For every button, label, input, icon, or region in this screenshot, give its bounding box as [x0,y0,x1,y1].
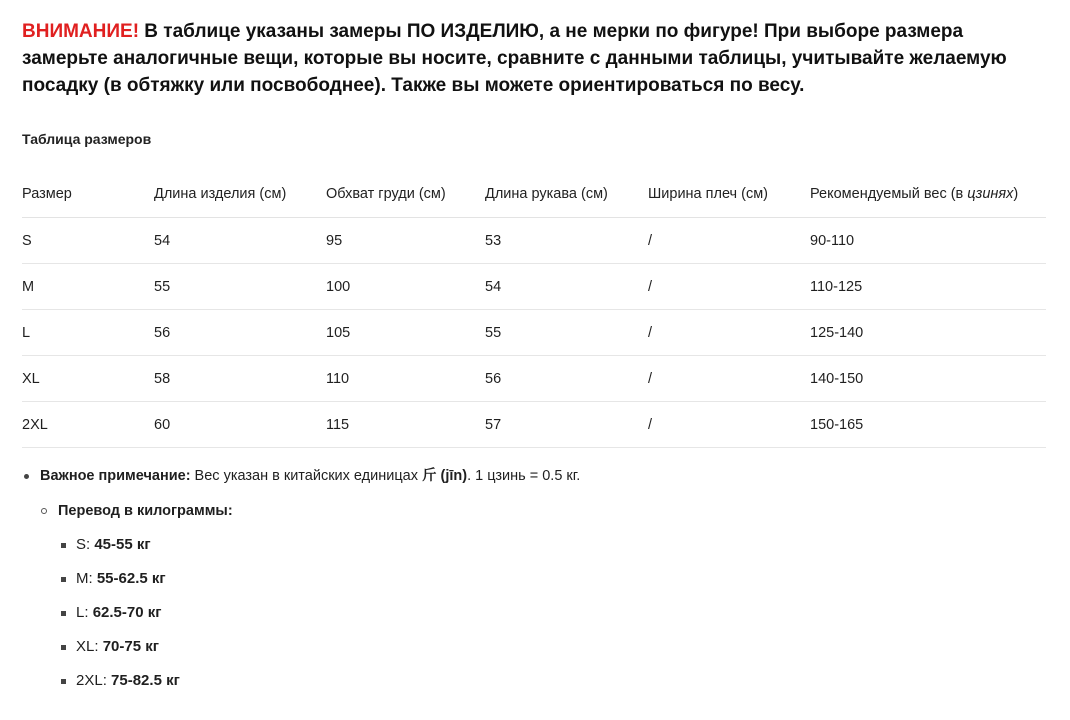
cell-shoulders: / [648,264,810,310]
cell-weight: 110-125 [810,264,1046,310]
cell-sleeve: 55 [485,310,648,356]
size-table [22,171,1046,448]
header-length: Длина изделия (см) [154,171,326,218]
important-text: Вес указан в китайских единицах [190,468,422,484]
conversion-value: 55-62.5 кг [96,570,166,587]
cell-length: 56 [154,310,326,356]
jin-label: 斤 (jīn) [422,468,468,484]
cell-chest: 95 [326,218,485,264]
conversion-size: 2XL: [76,672,112,689]
cell-weight: 125-140 [810,310,1046,356]
list-item [22,635,1052,669]
conversion-value: 75-82.5 кг [111,672,180,689]
cell-size: 2XL [22,402,154,448]
table-row [22,402,1046,448]
conversion-size: XL: [76,638,103,655]
square-bullet-icon [61,577,66,582]
cell-chest: 100 [326,264,485,310]
cell-length: 60 [154,402,326,448]
table-caption: Таблица размеров [22,131,152,147]
table-header-row [22,171,1046,218]
header-weight-label: Рекомендуемый вес (в [810,186,968,202]
header-weight-unit: цзинях [967,186,1014,202]
important-note [22,462,1052,490]
cell-length: 58 [154,356,326,402]
cell-shoulders: / [648,402,810,448]
cell-size: XL [22,356,154,402]
notes-list [22,462,1052,703]
conversion-value: 45-55 кг [94,536,151,553]
header-size: Размер [22,171,154,218]
cell-chest: 115 [326,402,485,448]
cell-shoulders: / [648,310,810,356]
size-guide [22,0,1052,703]
cell-chest: 110 [326,356,485,402]
square-bullet-icon [61,611,66,616]
cell-sleeve: 57 [485,402,648,448]
table-row [22,264,1046,310]
conversion-list [22,533,1052,703]
list-item [22,669,1052,703]
circle-bullet-icon [41,508,47,514]
square-bullet-icon [61,679,66,684]
cell-sleeve: 53 [485,218,648,264]
important-label: Важное примечание: [40,468,191,484]
list-item [22,567,1052,601]
cell-size: M [22,264,154,310]
disc-bullet-icon [24,474,29,479]
cell-size: L [22,310,154,356]
square-bullet-icon [61,645,66,650]
table-row [22,218,1046,264]
cell-length: 55 [154,264,326,310]
cell-size: S [22,218,154,264]
cell-weight: 150-165 [810,402,1046,448]
warning-alert-word: ВНИМАНИЕ! [22,21,140,42]
conversion-size: L: [76,604,93,621]
cell-shoulders: / [648,356,810,402]
warning-text: В таблице указаны замеры ПО ИЗДЕЛИЮ, а не мерки по фигуре! При выборе размера замерьте аналогичные вещи, которые вы носите, сравните с данными таблицы, учитывайте желаемую посадку (в обтяжку или посвободнее). Также вы можете ориентироваться по весу. [22,21,1007,96]
header-sleeve: Длина рукава (см) [485,171,648,218]
conversion-heading [22,499,1052,523]
header-weight-close: ) [1013,186,1019,202]
list-item [22,601,1052,635]
conversion-size: M: [76,570,97,587]
conversion-size: S: [76,536,95,553]
conversion-value: 70-75 кг [102,638,159,655]
warning-paragraph [22,18,1052,99]
cell-length: 54 [154,218,326,264]
header-shoulders: Ширина плеч (см) [648,171,810,218]
conversion-value: 62.5-70 кг [92,604,162,621]
cell-sleeve: 54 [485,264,648,310]
list-item [22,533,1052,567]
cell-shoulders: / [648,218,810,264]
table-row [22,310,1046,356]
cell-chest: 105 [326,310,485,356]
important-tail: . 1 цзинь = 0.5 кг. [467,468,581,484]
square-bullet-icon [61,543,66,548]
conversion-label: Перевод в килограммы: [58,503,233,519]
cell-sleeve: 56 [485,356,648,402]
table-row [22,356,1046,402]
header-chest: Обхват груди (см) [326,171,485,218]
cell-weight: 140-150 [810,356,1046,402]
header-weight [810,171,1046,218]
cell-weight: 90-110 [810,218,1046,264]
